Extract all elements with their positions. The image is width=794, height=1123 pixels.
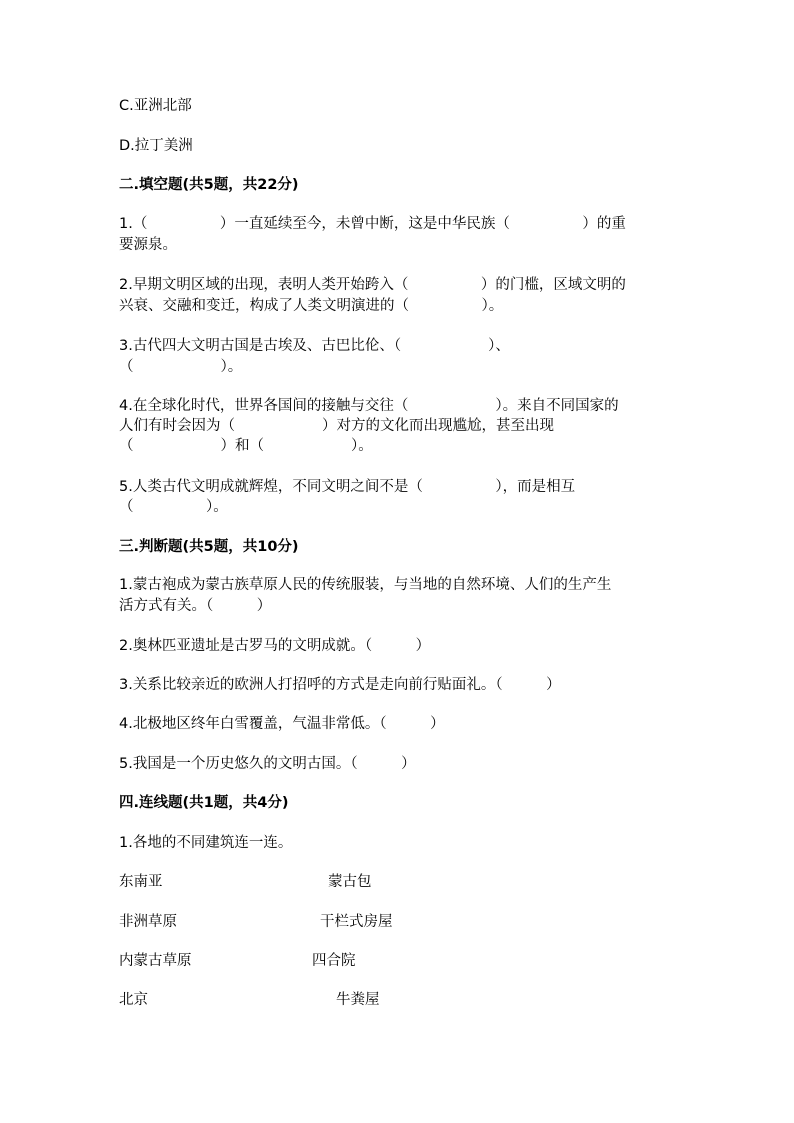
match-left-item: 非洲草原 [119,914,177,930]
match-right-item: 四合院 [312,953,356,969]
judge-q4: 4.北极地区终年白雪覆盖，气温非常低。（ ） [119,716,445,732]
fill-q2-line1: 2.早期文明区域的出现，表明人类开始跨入（ ）的门槛，区域文明的 [119,277,626,293]
fill-q1-line1: 1.（ ）一直延续至今，未曾中断，这是中华民族（ ）的重 [119,216,626,232]
fill-q3-line1: 3.古代四大文明古国是古埃及、古巴比伦、（ ）、 [119,338,510,354]
match-right-item: 牛粪屋 [336,992,380,1008]
option-c: C.亚洲北部 [119,98,192,114]
match-right-item: 蒙古包 [328,874,372,890]
match-right-item: 干栏式房屋 [320,914,393,930]
fill-q4-line1: 4.在全球化时代，世界各国间的接触与交往（ ）。来自不同国家的 [119,398,619,414]
judge-section-heading: 三.判断题(共5题，共10分) [119,539,299,555]
fill-q5-line1: 5.人类古代文明成就辉煌，不同文明之间不是（ ），而是相互 [119,479,576,495]
judge-q2: 2.奥林匹亚遗址是古罗马的文明成就。（ ） [119,638,431,654]
match-left-item: 内蒙古草原 [119,953,192,969]
fill-q5-line2: （ ）。 [119,499,228,515]
fill-q1-line2: 要源泉。 [119,237,177,253]
fill-q4-line2: 人们有时会因为（ ）对方的文化而出现尴尬，甚至出现 [119,418,554,434]
fill-q4-line3: （ ）和（ ）。 [119,438,373,454]
fill-q3-line2: （ ）。 [119,359,243,375]
fill-section-heading: 二.填空题(共5题，共22分) [119,177,299,193]
judge-q1-line2: 活方式有关。（ ） [119,598,272,614]
match-left-item: 北京 [119,992,148,1008]
fill-q2-line2: 兴衰、交融和变迁，构成了人类文明演进的（ ）。 [119,298,504,314]
judge-q3: 3.关系比较亲近的欧洲人打招呼的方式是走向前行贴面礼。（ ） [119,677,561,693]
match-left-item: 东南亚 [119,874,163,890]
match-section-heading: 四.连线题(共1题，共4分) [119,795,289,811]
judge-q1-line1: 1.蒙古袍成为蒙古族草原人民的传统服装，与当地的自然环境、人们的生产生 [119,577,612,593]
match-q1: 1.各地的不同建筑连一连。 [119,835,293,851]
judge-q5: 5.我国是一个历史悠久的文明古国。（ ） [119,756,416,772]
option-d: D.拉丁美洲 [119,138,193,154]
